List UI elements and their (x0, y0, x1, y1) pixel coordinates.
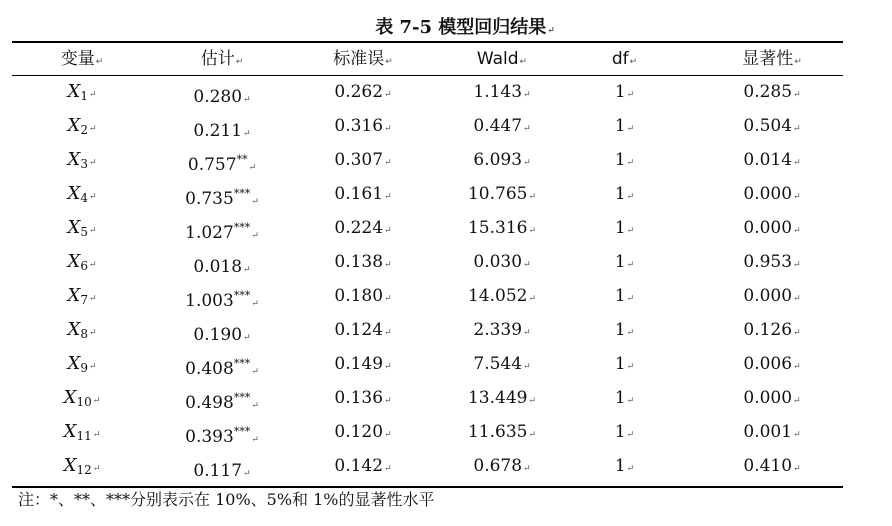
cell-significance: 0.126↵ (743, 320, 801, 340)
cell-df: 1↵ (614, 116, 635, 136)
cell-significance: 0.000↵ (743, 286, 801, 306)
cell-std-error: 0.224↵ (334, 218, 392, 238)
cell-wald: 11.635↵ (467, 422, 537, 442)
table-row (12, 143, 843, 177)
cell-variable: $X_3↵$ (67, 149, 97, 171)
significance-stars: *** (233, 357, 251, 370)
header-wald: Wald↵ (476, 49, 528, 69)
cell-significance: 0.410↵ (743, 456, 801, 476)
significance-stars: *** (233, 221, 251, 234)
cell-std-error: 0.316↵ (334, 116, 392, 136)
cell-wald: 7.544↵ (473, 354, 531, 374)
cell-variable: $X_7↵$ (67, 285, 97, 307)
cell-significance: 0.953↵ (743, 252, 801, 272)
cell-estimate: 1.003***↵ (185, 289, 259, 311)
cell-wald: 0.030↵ (473, 252, 531, 272)
cell-std-error: 0.136↵ (334, 388, 392, 408)
table-row (12, 211, 843, 245)
cell-df: 1↵ (614, 252, 635, 272)
paragraph-mark-icon: ↵ (547, 26, 555, 36)
cell-std-error: 0.142↵ (334, 456, 392, 476)
cell-estimate: 0.211↵ (193, 121, 251, 141)
cell-significance: 0.006↵ (743, 354, 801, 374)
cell-significance: 0.000↵ (743, 218, 801, 238)
cell-variable: $X_{10}↵$ (63, 387, 101, 409)
cell-variable: $X_{12}↵$ (63, 455, 101, 477)
cell-estimate: 0.190↵ (193, 325, 251, 345)
header-std-error: 标准误↵ (333, 49, 393, 69)
cell-variable: $X_6↵$ (67, 251, 97, 273)
cell-variable: $X_{11}↵$ (63, 421, 101, 443)
significance-stars: ** (236, 153, 248, 166)
header-estimate: 估计↵ (200, 49, 244, 69)
cell-estimate: 0.735***↵ (185, 187, 259, 209)
significance-stars: *** (233, 187, 251, 200)
cell-wald: 6.093↵ (473, 150, 531, 170)
cell-std-error: 0.262↵ (334, 82, 392, 102)
cell-df: 1↵ (614, 456, 635, 476)
cell-significance: 0.014↵ (743, 150, 801, 170)
cell-estimate: 0.393***↵ (185, 425, 259, 447)
cell-estimate: 0.280↵ (193, 87, 251, 107)
cell-df: 1↵ (614, 320, 635, 340)
cell-df: 1↵ (614, 218, 635, 238)
cell-std-error: 0.180↵ (334, 286, 392, 306)
cell-significance: 0.001↵ (743, 422, 801, 442)
cell-significance: 0.285↵ (743, 82, 801, 102)
cell-variable: $X_2↵$ (67, 115, 97, 137)
significance-stars: *** (233, 425, 251, 438)
cell-std-error: 0.138↵ (334, 252, 392, 272)
header-variable: 变量↵ (60, 49, 104, 69)
significance-stars: *** (233, 391, 251, 404)
table-row (12, 75, 843, 109)
table-row (12, 109, 843, 143)
cell-variable: $X_5↵$ (67, 217, 97, 239)
cell-df: 1↵ (614, 388, 635, 408)
cell-estimate: 0.018↵ (193, 257, 251, 277)
cell-variable: $X_4↵$ (67, 183, 97, 205)
cell-wald: 10.765↵ (467, 184, 537, 204)
cell-df: 1↵ (614, 422, 635, 442)
cell-wald: 1.143↵ (473, 82, 531, 102)
cell-variable: $X_8↵$ (67, 319, 97, 341)
table-row (12, 279, 843, 313)
table-row (12, 381, 843, 415)
cell-wald: 13.449↵ (467, 388, 537, 408)
cell-wald: 2.339↵ (473, 320, 531, 340)
table-row (12, 313, 843, 347)
table-row (12, 245, 843, 279)
cell-df: 1↵ (614, 184, 635, 204)
cell-wald: 14.052↵ (467, 286, 537, 306)
cell-std-error: 0.124↵ (334, 320, 392, 340)
cell-std-error: 0.120↵ (334, 422, 392, 442)
table-footnote: 注：*、**、***分别表示在 10%、5%和 1%的显著性水平 (18, 490, 435, 509)
cell-estimate: 0.498***↵ (185, 391, 259, 413)
header-df: df↵ (611, 49, 638, 69)
table-row (12, 347, 843, 381)
cell-estimate: 1.027***↵ (185, 221, 259, 243)
cell-std-error: 0.149↵ (334, 354, 392, 374)
cell-wald: 0.678↵ (473, 456, 531, 476)
cell-significance: 0.000↵ (743, 388, 801, 408)
cell-variable: $X_9↵$ (67, 353, 97, 375)
table-row (12, 177, 843, 211)
cell-estimate: 0.117↵ (193, 461, 251, 481)
cell-df: 1↵ (614, 82, 635, 102)
cell-variable: $X_1↵$ (67, 81, 97, 103)
header-significance: 显著性↵ (742, 49, 802, 69)
cell-wald: 0.447↵ (473, 116, 531, 136)
cell-significance: 0.504↵ (743, 116, 801, 136)
significance-stars: *** (233, 289, 251, 302)
cell-df: 1↵ (614, 286, 635, 306)
cell-estimate: 0.757**↵ (187, 153, 257, 175)
table-row (12, 415, 843, 449)
cell-std-error: 0.307↵ (334, 150, 392, 170)
cell-significance: 0.000↵ (743, 184, 801, 204)
cell-std-error: 0.161↵ (334, 184, 392, 204)
cell-df: 1↵ (614, 150, 635, 170)
cell-wald: 15.316↵ (467, 218, 537, 238)
cell-df: 1↵ (614, 354, 635, 374)
table-title: 表 7-5 模型回归结果↵ (375, 17, 555, 38)
table-header-row (12, 42, 843, 76)
table-row (12, 449, 843, 483)
cell-estimate: 0.408***↵ (185, 357, 259, 379)
